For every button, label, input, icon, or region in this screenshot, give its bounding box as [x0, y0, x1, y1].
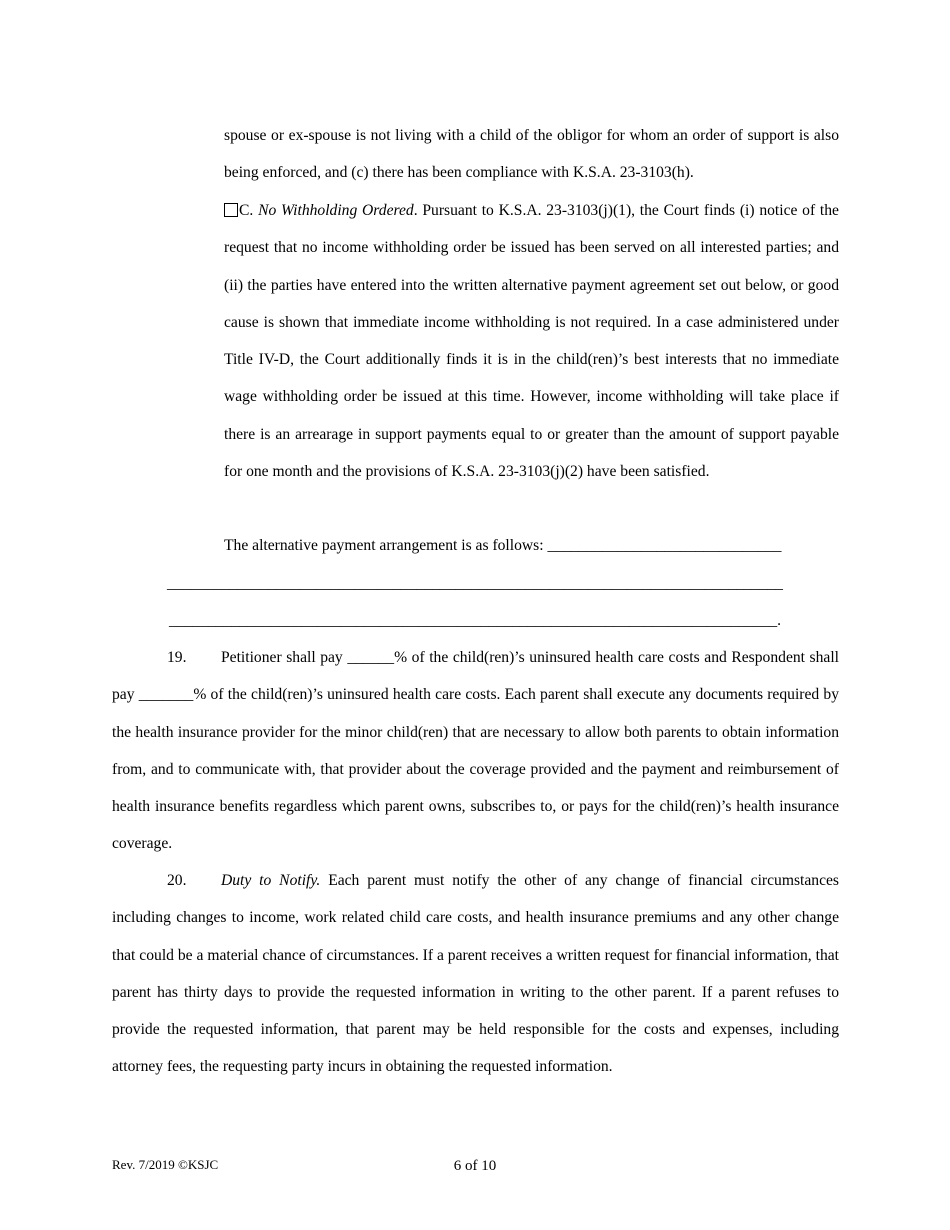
option-c-checkbox[interactable] [224, 203, 238, 217]
paragraph-20-number: 20. [167, 872, 187, 889]
paragraph-19-number: 19. [167, 649, 187, 666]
paragraph-19-text-a: Petitioner shall pay [221, 649, 348, 666]
paragraph-20-title: Duty to Notify. [221, 872, 321, 889]
alternative-payment-blank-1[interactable]: ______________________________ [547, 537, 782, 554]
alternative-payment-blank-2[interactable]: _______________________________________________________________________________ [167, 575, 783, 592]
paragraph-19 [112, 639, 839, 863]
continuation-text: spouse or ex-spouse is not living with a child of the obligor for whom an order of support is also being enforced, and (c) there has been compliance with K.S.A. 23-3103(h). [224, 127, 839, 182]
petitioner-percent-blank[interactable]: ______ [347, 649, 395, 666]
respondent-percent-blank[interactable]: _______ [138, 686, 194, 704]
footer-revision: Rev. 7/2019 ©KSJC [112, 1157, 219, 1172]
paragraph-20 [112, 862, 839, 1086]
continuation-paragraph [224, 117, 839, 192]
paragraph-19-text-c: % of the child(ren)’s uninsured health care costs. Each parent shall execute any documents required by the health insurance provider for the minor child(ren) that are necessary to allow both parents to obtain information from, and to communicate with, that provider about the coverage provided and the payment and reimbursement of health insurance benefits regardless which parent owns, subscribes to, or pays for the child(ren)’s health insurance coverage. [112, 686, 839, 853]
alternative-payment-line [224, 536, 781, 556]
paragraph-19-text-b: % of the child(ren)’s uninsured health care costs and Respondent shall pay [112, 649, 840, 704]
footer-page-number: 6 of 10 [453, 1158, 497, 1174]
alternative-payment-label: The alternative payment arrangement is as follows: [224, 537, 548, 554]
option-c-paragraph [224, 192, 839, 490]
option-c-label: C. [239, 202, 254, 219]
option-c-title: No Withholding Ordered [258, 202, 414, 219]
option-c-body: . Pursuant to K.S.A. 23-3103(j)(1), the Court finds (i) notice of the request that no income withholding order be issued has been served on all interested parties; and (ii) the parties have entered into the written alternative payment agreement set out below, or good cause is shown that immediate income withholding is not required. In a case administered under Title IV-D, the Court additionally finds it is in the child(ren)’s best interests that no immediate wage withholding order be issued at this time. However, income withholding will take place if there is an arrearage in support payments equal to or greater than the amount of support payable for one month and the provisions of K.S.A. 23-3103(j)(2) have been satisfied. [224, 202, 839, 481]
paragraph-20-text: Each parent must notify the other of any change of financial circumstances including changes to income, work related child care costs, and health insurance premiums and any other change that could be a material chance of circumstances. If a parent receives a written request for financial information, that parent has thirty days to provide the requested information in writing to the other parent. If a parent refuses to provide the requested information, that parent may be held responsible for the costs and expenses, including attorney fees, the requesting party incurs in obtaining the requested information. [112, 872, 839, 1076]
alternative-payment-blank-3[interactable]: ______________________________________________________________________________. [169, 612, 782, 629]
